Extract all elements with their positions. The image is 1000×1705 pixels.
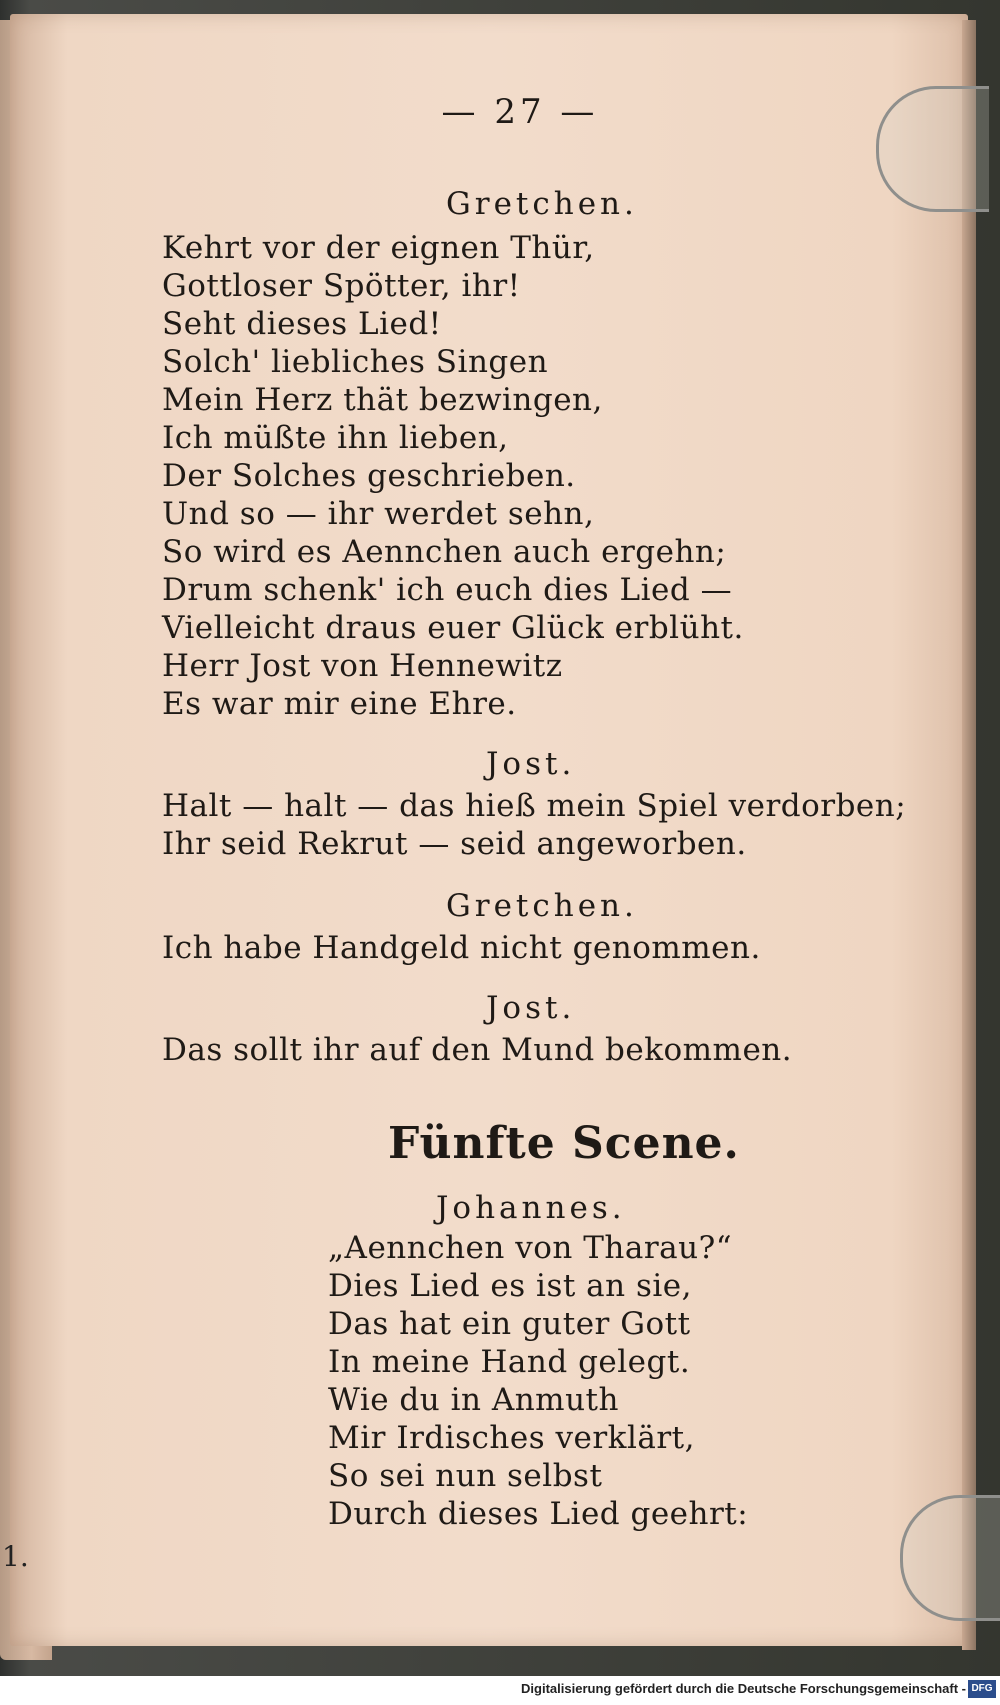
footer-bar [0, 1676, 1000, 1705]
verse-line: Halt — halt — das hieß mein Spiel verdorben; [162, 788, 907, 824]
speaker-name: Gretchen. [446, 888, 638, 924]
speaker-name: Jost. [486, 746, 576, 782]
verse-line: Dies Lied es ist an sie, [328, 1268, 692, 1304]
verse-line: Gottloser Spötter, ihr! [162, 268, 521, 304]
verse-line: Das hat ein guter Gott [328, 1306, 691, 1342]
verse-line: So sei nun selbst [328, 1458, 603, 1494]
dfg-logo: DFG [968, 1680, 996, 1698]
verse-line: Mir Irdisches verklärt, [328, 1420, 695, 1456]
verse-line: Mein Herz thät bezwingen, [162, 382, 603, 418]
margin-mark: 1. [2, 1540, 29, 1573]
verse-line: Der Solches geschrieben. [162, 458, 576, 494]
verse-line: Ich müßte ihn lieben, [162, 420, 509, 456]
verse-line: Durch dieses Lied geehrt: [328, 1496, 749, 1532]
verse-line: Das sollt ihr auf den Mund bekommen. [162, 1032, 793, 1068]
verse-line: Wie du in Anmuth [328, 1382, 619, 1418]
verse-line: Es war mir eine Ehre. [162, 686, 517, 722]
verse-line: Vielleicht draus euer Glück erblüht. [162, 610, 744, 646]
verse-line: Ich habe Handgeld nicht genommen. [162, 930, 761, 966]
verse-line: In meine Hand gelegt. [328, 1344, 691, 1380]
speaker-name: Jost. [486, 990, 576, 1026]
verse-line: Herr Jost von Hennewitz [162, 648, 563, 684]
verse-line: Kehrt vor der eignen Thür, [162, 230, 595, 266]
verse-line: Seht dieses Lied! [162, 306, 442, 342]
page-edge-right [962, 20, 976, 1650]
verse-line: Solch' liebliches Singen [162, 344, 549, 380]
verse-line: Drum schenk' ich euch dies Lied — [162, 572, 733, 608]
verse-line: Ihr seid Rekrut — seid angeworben. [162, 826, 747, 862]
speaker-name: Gretchen. [446, 186, 638, 222]
verse-line: So wird es Aennchen auch ergehn; [162, 534, 727, 570]
funding-credit: Digitalisierung gefördert durch die Deutsche Forschungsgemeinschaft - [521, 1681, 966, 1696]
verse-line: Und so — ihr werdet sehn, [162, 496, 595, 532]
page-number: — 27 — [441, 92, 599, 132]
speaker-name: Johannes. [436, 1190, 626, 1226]
verse-line: „Aennchen von Tharau?“ [328, 1230, 733, 1266]
scene-title: Fünfte Scene. [388, 1118, 740, 1169]
